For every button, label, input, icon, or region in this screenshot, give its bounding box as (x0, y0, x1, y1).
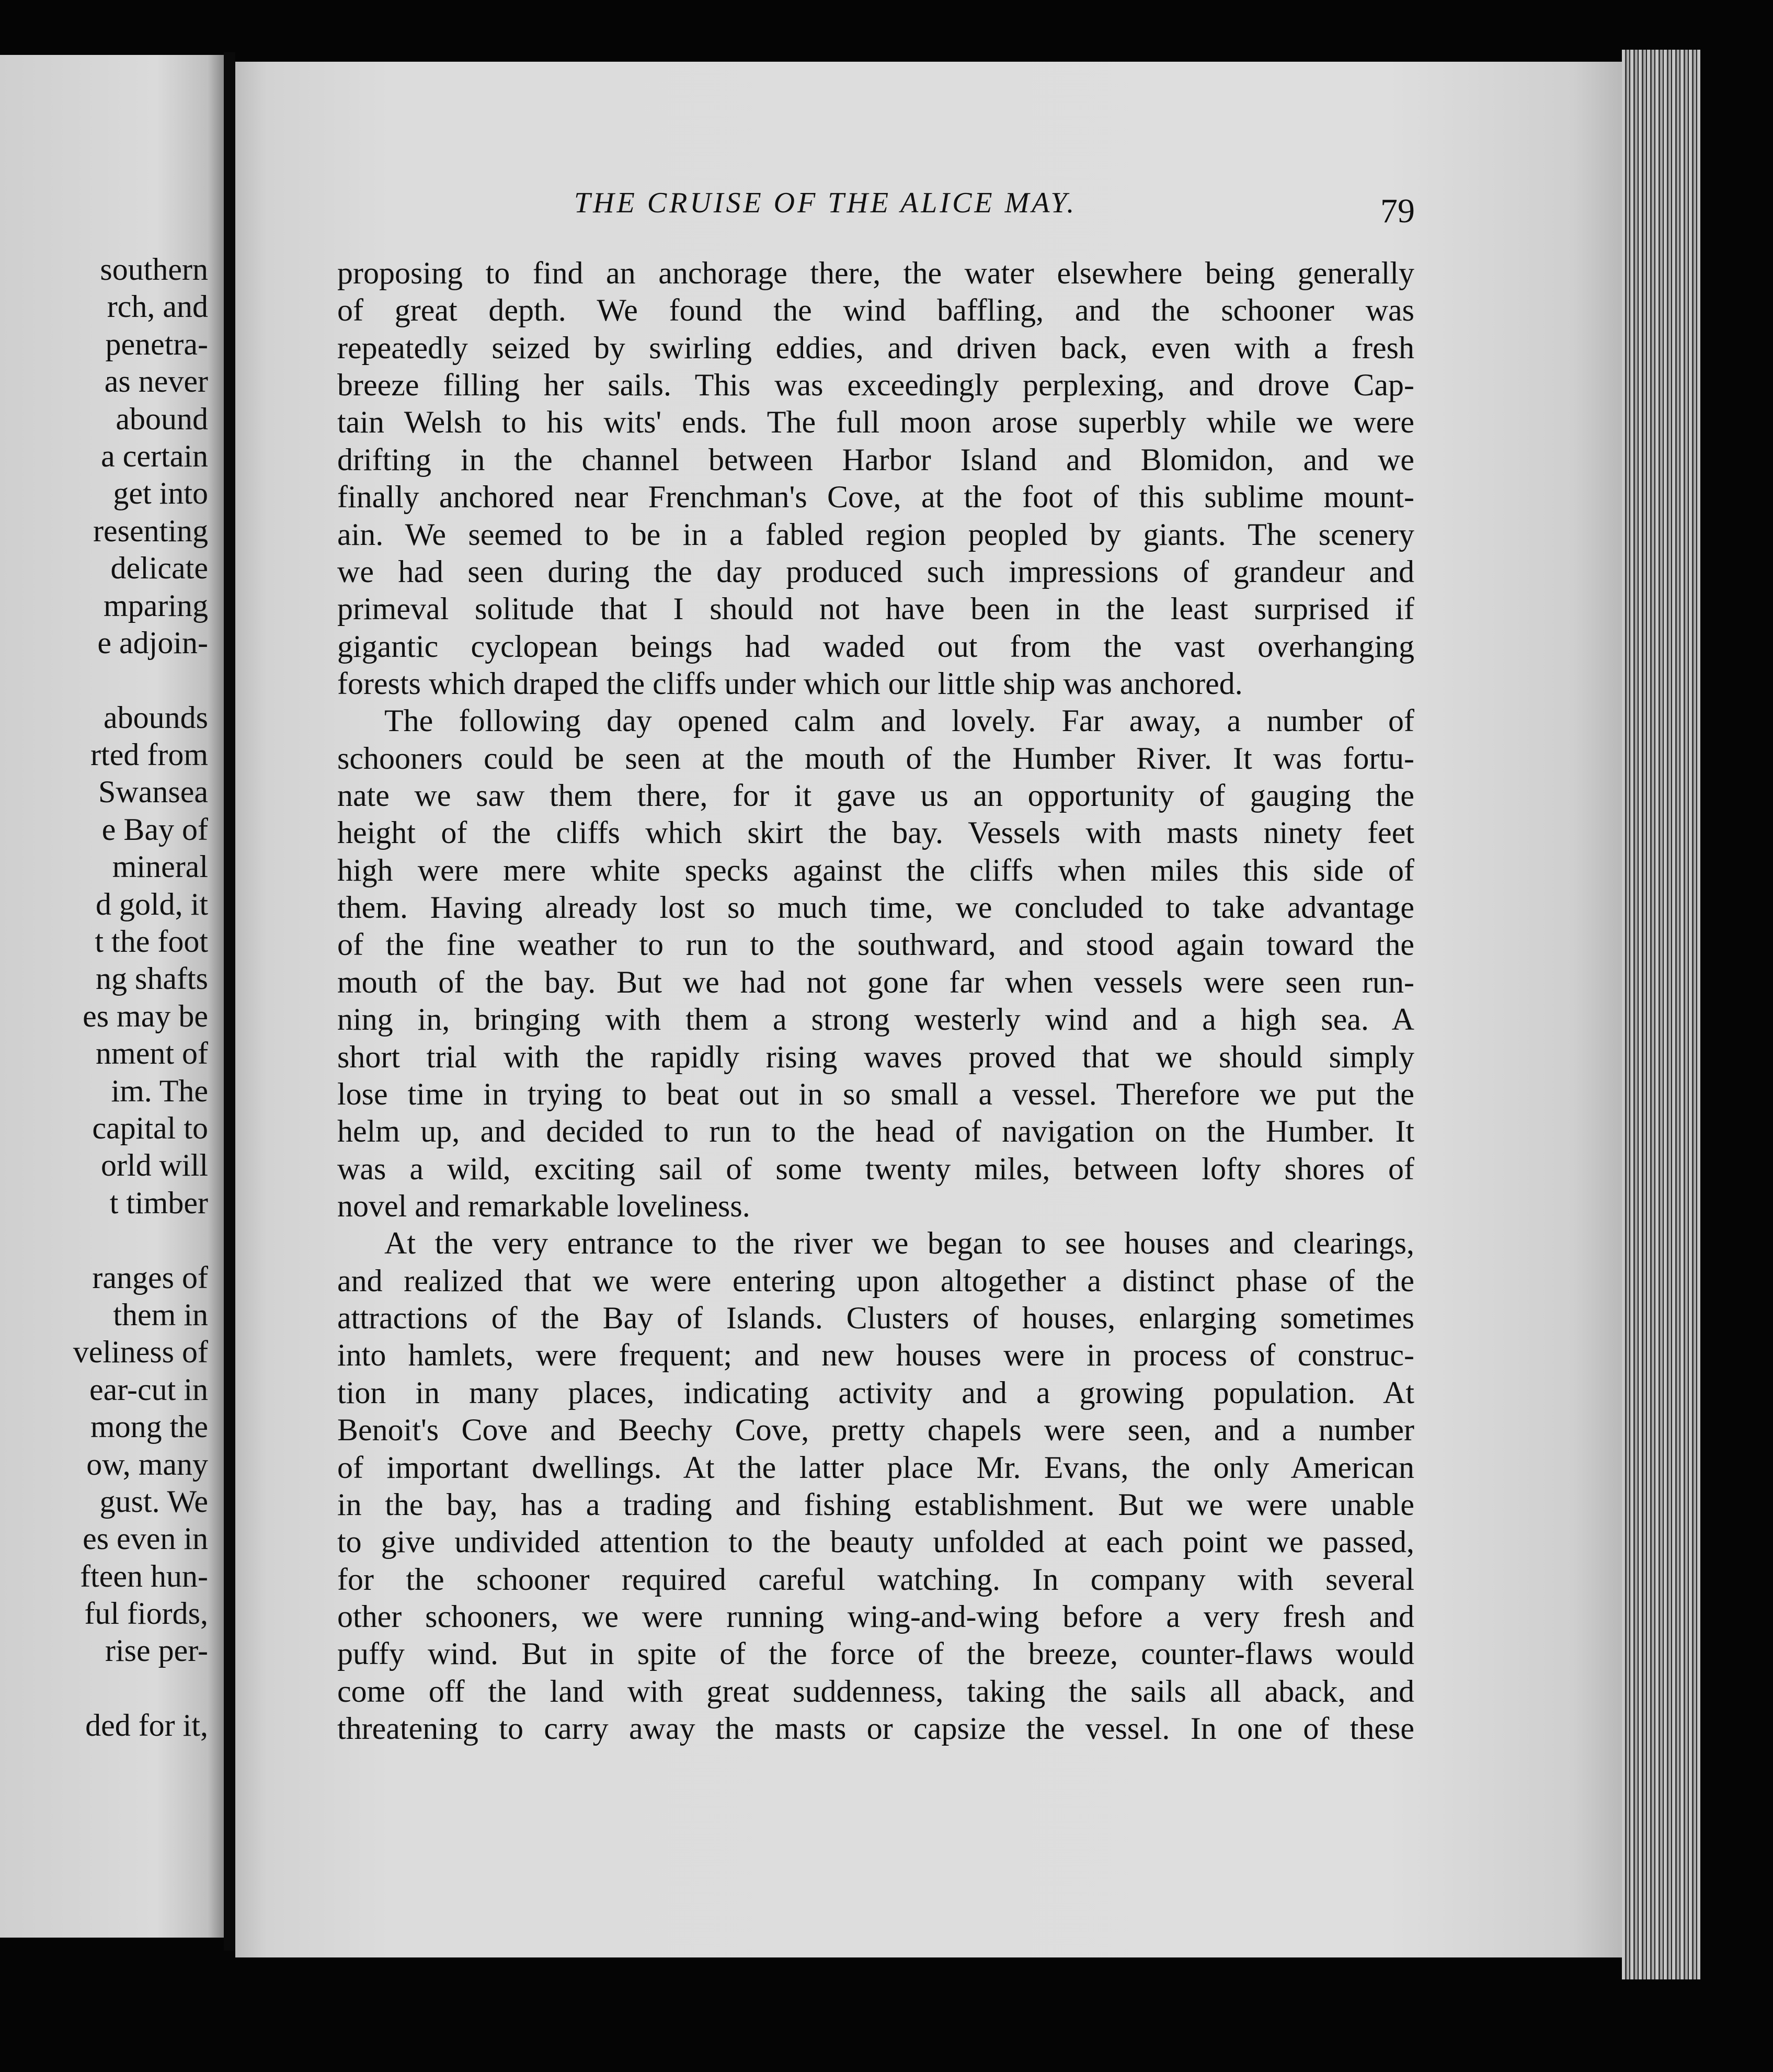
book-gutter (224, 52, 235, 1951)
text-line: was a wild, exciting sail of some twenty miles, between lofty shores of (337, 1151, 1414, 1186)
left-page-line: e adjoin- (97, 625, 208, 660)
left-page-line: Swansea (98, 775, 208, 810)
text-line: gigantic cyclopean beings had waded out from the vast overhanging (337, 629, 1414, 664)
left-page-line: capital to (92, 1110, 208, 1145)
left-page-line: nment of (96, 1036, 208, 1071)
text-line: mouth of the bay. But we had not gone far when vessels were seen run- (337, 964, 1414, 999)
text-line: At the very entrance to the river we began to see houses and clearings, (384, 1226, 1414, 1261)
left-page-fragment (0, 55, 224, 1938)
left-page-line (0, 1222, 208, 1259)
text-line: we had seen during the day produced such impressions of grandeur and (337, 554, 1414, 589)
text-line: in the bay, has a trading and fishing establishment. But we were unable (337, 1487, 1414, 1522)
text-line: come off the land with great suddenness, taking the sails all aback, and (337, 1673, 1414, 1709)
left-page-line: resenting (93, 513, 208, 548)
paragraph (337, 1225, 1414, 1747)
text-line: short trial with the rapidly rising waves proved that we should simply (337, 1039, 1414, 1074)
text-line: other schooners, we were running wing-and-wing before a very fresh and (337, 1599, 1414, 1634)
paragraph (337, 702, 1414, 1225)
text-line: threatening to carry away the masts or capsize the vessel. In one of these (337, 1711, 1414, 1746)
text-line: finally anchored near Frenchman's Cove, at the foot of this sublime mount- (337, 480, 1414, 515)
text-line: attractions of the Bay of Islands. Clusters of houses, enlarging sometimes (337, 1301, 1414, 1336)
text-line: height of the cliffs which skirt the bay. Vessels with masts ninety feet (337, 815, 1414, 850)
left-page-line: mparing (104, 588, 208, 623)
text-line: them. Having already lost so much time, we concluded to take advantage (337, 890, 1414, 925)
text-line: lose time in trying to beat out in so small a vessel. Therefore we put the (337, 1076, 1414, 1111)
left-page-line: penetra- (105, 326, 208, 361)
left-page-line: d gold, it (95, 886, 208, 921)
left-page-line: get into (113, 476, 208, 511)
left-page-line: rise per- (105, 1633, 208, 1668)
text-line: ning in, bringing with them a strong westerly wind and a high sea. A (337, 1002, 1414, 1037)
text-line: tain Welsh to his wits' ends. The full moon arose superbly while we were (337, 405, 1414, 440)
paragraph (337, 255, 1414, 702)
text-line: novel and remarkable loveliness. (337, 1188, 750, 1223)
text-line: into hamlets, were frequent; and new houses were in process of construc- (337, 1338, 1414, 1373)
text-line: proposing to find an anchorage there, the water elsewhere being generally (337, 256, 1414, 290)
left-page-line: ow, many (86, 1447, 208, 1482)
left-page-line: ear-cut in (89, 1372, 208, 1407)
left-page-line: as never (104, 364, 208, 399)
text-line: breeze filling her sails. This was exceedingly perplexing, and drove Cap- (337, 368, 1414, 403)
left-page-line: abounds (104, 700, 208, 735)
text-line: tion in many places, indicating activity and a growing population. At (337, 1375, 1414, 1410)
text-line: of important dwellings. At the latter place Mr. Evans, the only American (337, 1450, 1414, 1485)
left-page-line: gust. We (99, 1484, 208, 1519)
text-line: to give undivided attention to the beauty unfolded at each point we passed, (337, 1524, 1414, 1559)
left-page-text (0, 251, 208, 1745)
left-page-line: rted from (90, 737, 208, 772)
text-line: Benoit's Cove and Beechy Cove, pretty chapels were seen, and a number (337, 1413, 1414, 1448)
left-page-line: ded for it, (85, 1708, 208, 1743)
text-line: of great depth. We found the wind baffling, and the schooner was (337, 293, 1414, 328)
page-number: 79 (1380, 192, 1415, 230)
left-page-line: t the foot (95, 924, 208, 959)
left-page-line: them in (113, 1297, 208, 1332)
left-page-line (0, 1670, 208, 1707)
left-page-line (0, 662, 208, 699)
left-page-line: t timber (109, 1185, 208, 1220)
left-page-line: ranges of (92, 1260, 208, 1295)
text-line: ain. We seemed to be in a fabled region peopled by giants. The scenery (337, 517, 1414, 552)
left-page-line: rch, and (107, 289, 208, 324)
text-line: repeatedly seized by swirling eddies, and driven back, even with a fresh (337, 330, 1414, 365)
page-edges (1622, 50, 1700, 1979)
left-page-line: es may be (83, 998, 208, 1033)
text-line: high were mere white specks against the cliffs when miles this side of (337, 852, 1414, 887)
left-page-line: ng shafts (96, 961, 208, 996)
text-line: for the schooner required careful watching. In company with several (337, 1562, 1414, 1597)
text-line: drifting in the channel between Harbor Island and Blomidon, and we (337, 442, 1414, 477)
text-line: of the fine weather to run to the southward, and stood again toward the (337, 927, 1414, 962)
text-line: nate we saw them there, for it gave us an opportunity of gauging the (337, 778, 1414, 813)
text-line: puffy wind. But in spite of the force of the breeze, counter-flaws would (337, 1636, 1414, 1671)
left-page-line: mong the (90, 1409, 208, 1444)
text-line: primeval solitude that I should not have been in the least surprised if (337, 591, 1414, 627)
text-line: and realized that we were entering upon altogether a distinct phase of the (337, 1263, 1414, 1298)
left-page-line: southern (100, 252, 208, 287)
body-text (337, 255, 1414, 1747)
left-page-line: e Bay of (101, 812, 208, 847)
left-page-line: es even in (83, 1521, 208, 1556)
left-page-line: abound (116, 401, 208, 436)
left-page-line: veliness of (73, 1335, 208, 1370)
left-page-line: ful fiords, (84, 1596, 208, 1631)
left-page-line: delicate (110, 551, 208, 586)
text-line: helm up, and decided to run to the head of navigation on the Humber. It (337, 1114, 1414, 1149)
left-page-line: a certain (101, 438, 208, 473)
text-line: schooners could be seen at the mouth of the Humber River. It was fortu- (337, 741, 1414, 776)
text-line: The following day opened calm and lovely. Far away, a number of (384, 703, 1414, 738)
left-page-line: im. The (111, 1073, 208, 1108)
text-line: forests which draped the cliffs under which our little ship was anchored. (337, 666, 1243, 701)
left-page-line: mineral (112, 849, 208, 884)
left-page-line: orld will (101, 1148, 208, 1183)
running-head: THE CRUISE OF THE ALICE MAY. (574, 187, 1077, 219)
left-page-line: fteen hun- (80, 1558, 208, 1593)
